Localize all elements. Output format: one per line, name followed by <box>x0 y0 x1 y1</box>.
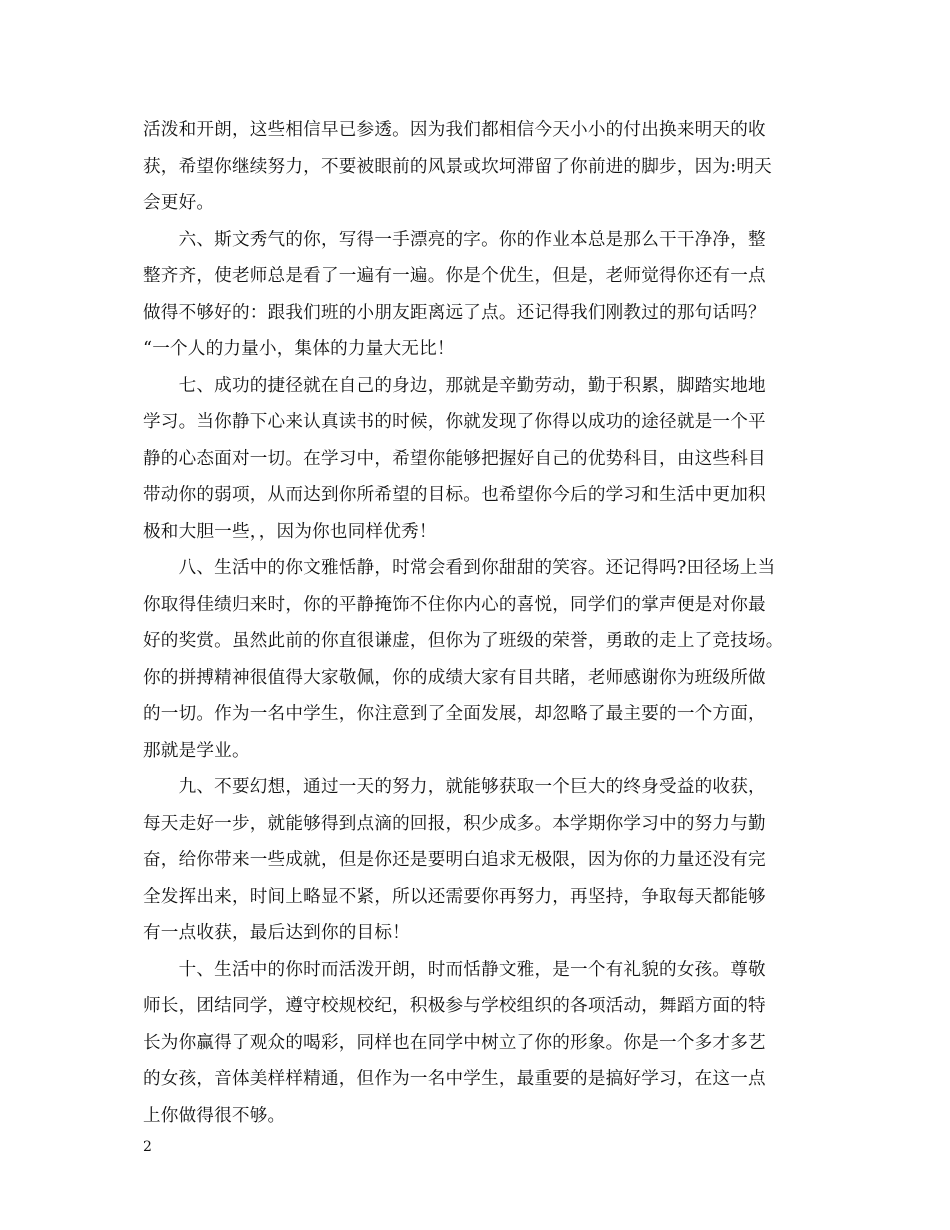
paragraph-comment-8 <box>143 550 815 769</box>
text-line: 上你做得很不够。 <box>143 1105 286 1126</box>
text-line: 师长，团结同学，遵守校规校纪，积极参与学校组织的各项活动，舞蹈方面的特 <box>143 996 766 1016</box>
text-line: 九、不要幻想，通过一天的努力，就能够获取一个巨大的终身受益的收获， <box>143 777 766 797</box>
text-line: 带动你的弱项，从而达到你所希望的目标。也希望你今后的学习和生活中更加积 <box>143 485 766 505</box>
text-line: 十、生活中的你时而活泼开朗，时而恬静文雅，是一个有礼貌的女孩。尊敬 <box>143 959 766 980</box>
text-line: 获，希望你继续努力，不要被眼前的风景或坎坷滞留了你前进的脚步，因为:明天 <box>143 156 772 177</box>
text-line: 七、成功的捷径就在自己的身边，那就是辛勤劳动，勤于积累，脚踏实地地 <box>143 375 766 396</box>
text-line: 你取得佳绩归来时，你的平静掩饰不住你内心的喜悦，同学们的掌声便是对你最 <box>143 594 766 615</box>
text-line: 八、生活中的你文雅恬静，时常会看到你甜甜的笑容。还记得吗?田径场上当 <box>143 558 776 578</box>
text-line: 极和大胆一些，，因为你也同样优秀！ <box>143 521 437 542</box>
paragraph-comment-10 <box>143 952 815 1135</box>
paragraph-comment-9 <box>143 769 815 952</box>
paragraph-continuation <box>143 112 815 222</box>
text-line: “一个人的力量小，集体的力量大无比！ <box>143 339 455 359</box>
text-line: 奋，给你带来一些成就，但是你还是要明白追求无极限，因为你的力量还没有完 <box>143 850 766 870</box>
text-line: 每天走好一步，就能够得到点滴的回报，积少成多。本学期你学习中的努力与勤 <box>143 813 766 834</box>
text-line: 全发挥出来，时间上略显不紧，所以还需要你再努力，再坚持，争取每天都能够 <box>143 886 766 907</box>
text-line: 的一切。作为一名中学生，你注意到了全面发展，却忽略了最主要的一个方面， <box>143 704 766 724</box>
text-line: 有一点收获，最后达到你的目标！ <box>143 923 410 943</box>
text-line: 的女孩，音体美样样精通，但作为一名中学生，最重要的是搞好学习，在这一点 <box>143 1069 766 1089</box>
text-line: 静的心态面对一切。在学习中，希望你能够把握好自己的优势科目，由这些科目 <box>143 448 766 469</box>
text-line: 六、斯文秀气的你，写得一手漂亮的字。你的作业本总是那么干干净净，整 <box>143 229 766 250</box>
text-line: 整齐齐，使老师总是看了一遍有一遍。你是个优生，但是，老师觉得你还有一点 <box>143 266 766 286</box>
text-line: 好的奖赏。虽然此前的你直很谦虚，但你为了班级的荣誉，勇敢的走上了竞技场。 <box>143 631 784 651</box>
text-line: 会更好。 <box>143 193 215 213</box>
body-text <box>143 112 815 1134</box>
paragraph-comment-7 <box>143 368 815 551</box>
page-number: 2 <box>143 1139 152 1155</box>
text-line: 活泼和开朗，这些相信早已参透。因为我们都相信今天小小的付出换来明天的收 <box>143 120 766 140</box>
paragraph-comment-6 <box>143 222 815 368</box>
text-line: 你的拼搏精神很值得大家敬佩，你的成绩大家有目共睹，老师感谢你为班级所做 <box>143 667 766 688</box>
text-line: 长为你赢得了观众的喝彩，同样也在同学中树立了你的形象。你是一个多才多艺 <box>143 1032 766 1053</box>
text-line: 那就是学业。 <box>143 740 250 761</box>
text-line: 学习。当你静下心来认真读书的时候，你就发现了你得以成功的途径就是一个平 <box>143 412 766 432</box>
text-line: 做得不够好的：跟我们班的小朋友距离远了点。还记得我们刚教过的那句话吗？ <box>143 302 766 323</box>
